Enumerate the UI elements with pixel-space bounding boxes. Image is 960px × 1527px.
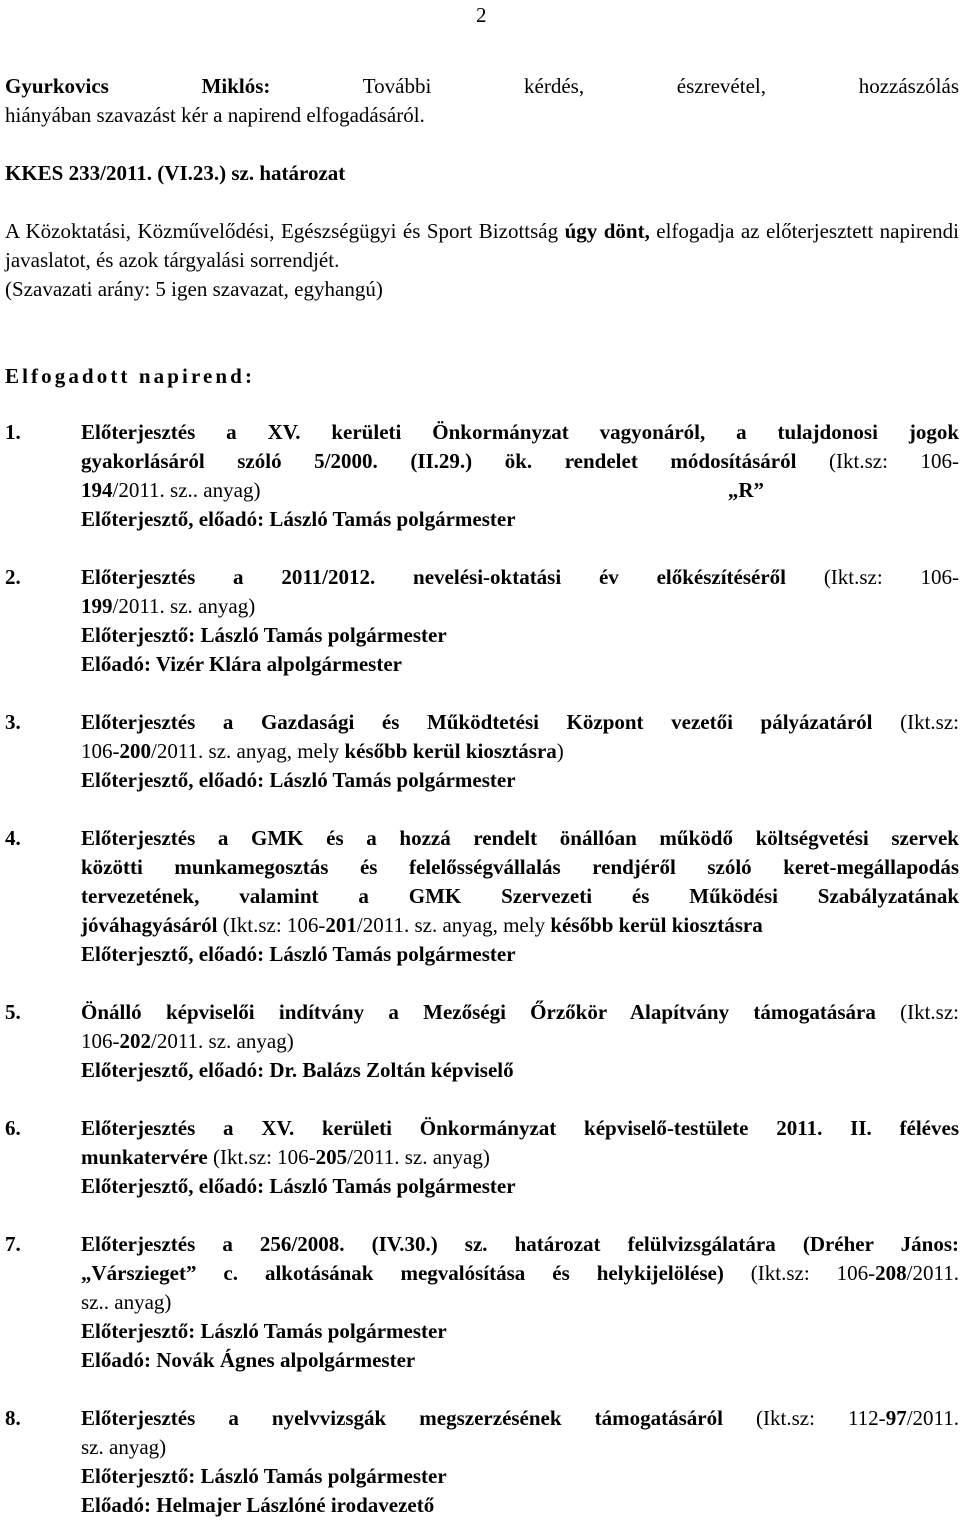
- item-title-line: Előterjesztés a 256/2008. (IV.30.) sz. határozat felülvizsgálatára (Dréher János:: [81, 1232, 959, 1256]
- item-mark: „R”: [727, 478, 764, 502]
- item-reference-rest: /2011. sz.. anyag): [112, 478, 261, 502]
- item-number: 5.: [5, 1000, 21, 1024]
- item-title-line: Előterjesztés a GMK és a hozzá rendelt önállóan működő költségvetési szervek: [81, 826, 959, 850]
- item-title-line: [81, 708, 959, 737]
- item-title-line: tervezetének, valamint a GMK Szervezeti és Működési Szabályzatának: [81, 884, 959, 908]
- decision-title: KKES 233/2011. (VI.23.) sz. határozat: [5, 161, 346, 185]
- item-reference: (Ikt.sz: 106-: [217, 913, 326, 937]
- item-reference: (Ikt.sz: 112-: [722, 1406, 886, 1430]
- item-number: 1.: [5, 420, 21, 444]
- item-reference-line: [81, 1143, 959, 1172]
- item-presenter: Előterjesztő, előadó: László Tamás polgármester: [81, 942, 516, 966]
- item-title-line: [81, 447, 959, 476]
- item-reference: (Ikt.sz: 106-: [796, 449, 959, 473]
- item-title-text: Előterjesztés a 2011/2012. nevelési-oktatási év előkészítéséről: [81, 565, 787, 589]
- item-reference-prefix: 106-: [81, 1029, 120, 1053]
- item-reference: (Ikt.sz:: [875, 1000, 959, 1024]
- item-reference-line: [81, 911, 959, 940]
- item-reference-number: 199: [81, 594, 113, 618]
- item-number: 2.: [5, 565, 21, 589]
- item-reference: (Ikt.sz: 106-: [786, 565, 959, 589]
- item-reference-line: sz.. anyag): [81, 1290, 172, 1314]
- item-presenter: Előterjesztő, előadó: László Tamás polgármester: [81, 768, 516, 792]
- item-title-line: [81, 1259, 959, 1288]
- item-speaker: Előadó: Helmajer Lászlóné irodavezető: [81, 1493, 435, 1517]
- decision-text-b: úgy dönt,: [564, 219, 650, 243]
- item-reference: (Ikt.sz: 106-: [207, 1145, 316, 1169]
- agenda-item: [5, 998, 959, 1085]
- item-title-line: közötti munkamegosztás és felelősségvállalás rendjéről szóló keret-megállapodás: [81, 855, 959, 879]
- item-reference-number: 201: [325, 913, 357, 937]
- intro-text-1: További kérdés, észrevétel, hozzászólás: [362, 74, 959, 98]
- agenda-item: [5, 1114, 959, 1201]
- agenda-item: [5, 708, 959, 795]
- item-title-line: [81, 563, 959, 592]
- item-presenter: Előterjesztő, előadó: László Tamás polgármester: [81, 507, 516, 531]
- item-reference-rest: /2011.: [906, 1261, 959, 1285]
- item-title-text: Önálló képviselői indítvány a Mezőségi Őrzőkör Alapítvány támogatására: [81, 1000, 876, 1024]
- agenda-item: [5, 1404, 959, 1520]
- item-title-text: Előterjesztés a nyelvvizsgák megszerzésének támogatásáról: [81, 1406, 723, 1430]
- item-title-line: [81, 998, 959, 1027]
- decision-text: [5, 217, 959, 275]
- item-reference-rest: /2011. sz. anyag, mely: [151, 739, 345, 763]
- item-reference-line: [81, 592, 959, 621]
- intro-line-1: [5, 72, 959, 101]
- item-reference-rest: /2011. sz. anyag): [112, 594, 256, 618]
- agenda-item: [5, 824, 959, 969]
- item-number: 3.: [5, 710, 21, 734]
- item-reference: (Ikt.sz: 106-: [723, 1261, 876, 1285]
- item-reference-number: 208: [875, 1261, 907, 1285]
- item-title-line: Előterjesztés a XV. kerületi Önkormányzat vagyonáról, a tulajdonosi jogok: [81, 420, 959, 444]
- decision-text-a: A Közoktatási, Közművelődési, Egészségügyi és Sport Bizottság: [5, 219, 565, 243]
- item-number: 7.: [5, 1232, 21, 1256]
- item-reference-line: [81, 737, 959, 766]
- item-note: később kerül kiosztásra: [344, 739, 557, 763]
- agenda-item: [5, 563, 959, 679]
- item-note: később kerül kiosztásra: [550, 913, 763, 937]
- item-title-line: Előterjesztés a XV. kerületi Önkormányzat képviselő-testülete 2011. II. féléves: [81, 1116, 959, 1140]
- vote-result: (Szavazati arány: 5 igen szavazat, egyhangú): [5, 277, 383, 301]
- item-reference-line: sz. anyag): [81, 1435, 167, 1459]
- agenda-heading: Elfogadott napirend:: [5, 364, 256, 388]
- item-reference-number: 202: [119, 1029, 151, 1053]
- item-title-text: Előterjesztés a Gazdasági és Működtetési Központ vezetői pályázatáról: [81, 710, 873, 734]
- page-number: 2: [476, 3, 487, 27]
- item-presenter: Előterjesztő: László Tamás polgármester: [81, 623, 447, 647]
- item-reference-rest: /2011.: [906, 1406, 959, 1430]
- item-reference-rest: /2011. sz. anyag, mely: [356, 913, 551, 937]
- item-title-line: [81, 1404, 959, 1433]
- item-reference-number: 97: [885, 1406, 907, 1430]
- item-title-text: jóváhagyásáról: [81, 913, 218, 937]
- item-number: 6.: [5, 1116, 21, 1140]
- item-speaker: Előadó: Novák Ágnes alpolgármester: [81, 1348, 416, 1372]
- item-reference-number: 200: [119, 739, 151, 763]
- item-title-text: munkatervére: [81, 1145, 208, 1169]
- item-reference-rest: /2011. sz. anyag): [151, 1029, 294, 1053]
- item-speaker: Előadó: Vizér Klára alpolgármester: [81, 652, 402, 676]
- item-title-text: „Várszieget” c. alkotásának megvalósítása és helykijelölése): [81, 1261, 724, 1285]
- item-number: 4.: [5, 826, 21, 850]
- item-presenter: Előterjesztő, előadó: Dr. Balázs Zoltán képviselő: [81, 1058, 514, 1082]
- item-title-text: gyakorlásáról szóló 5/2000. (II.29.) ök. rendelet módosításáról: [81, 449, 797, 473]
- item-note-close: ): [556, 739, 564, 763]
- item-reference-line: [81, 476, 959, 505]
- item-number: 8.: [5, 1406, 21, 1430]
- decision-text-c: elfogadja az előterjesztett napirendi javaslatot, és azok tárgyalási sorrendjét.: [5, 219, 959, 272]
- item-presenter: Előterjesztő: László Tamás polgármester: [81, 1464, 447, 1488]
- item-reference-number: 194: [81, 478, 113, 502]
- intro-line-2: hiányában szavazást kér a napirend elfogadásáról.: [5, 103, 425, 127]
- document-body: [5, 72, 959, 1520]
- item-presenter: Előterjesztő, előadó: László Tamás polgármester: [81, 1174, 516, 1198]
- agenda-list: [5, 418, 959, 1520]
- agenda-item: [5, 1230, 959, 1375]
- item-reference-line: [81, 1027, 959, 1056]
- speaker-name: Gyurkovics Miklós:: [5, 74, 271, 98]
- item-presenter: Előterjesztő: László Tamás polgármester: [81, 1319, 447, 1343]
- agenda-item: [5, 418, 959, 534]
- item-reference: (Ikt.sz:: [872, 710, 959, 734]
- item-reference-number: 205: [315, 1145, 348, 1169]
- item-reference-prefix: 106-: [81, 739, 120, 763]
- item-reference-rest: /2011. sz. anyag): [347, 1145, 490, 1169]
